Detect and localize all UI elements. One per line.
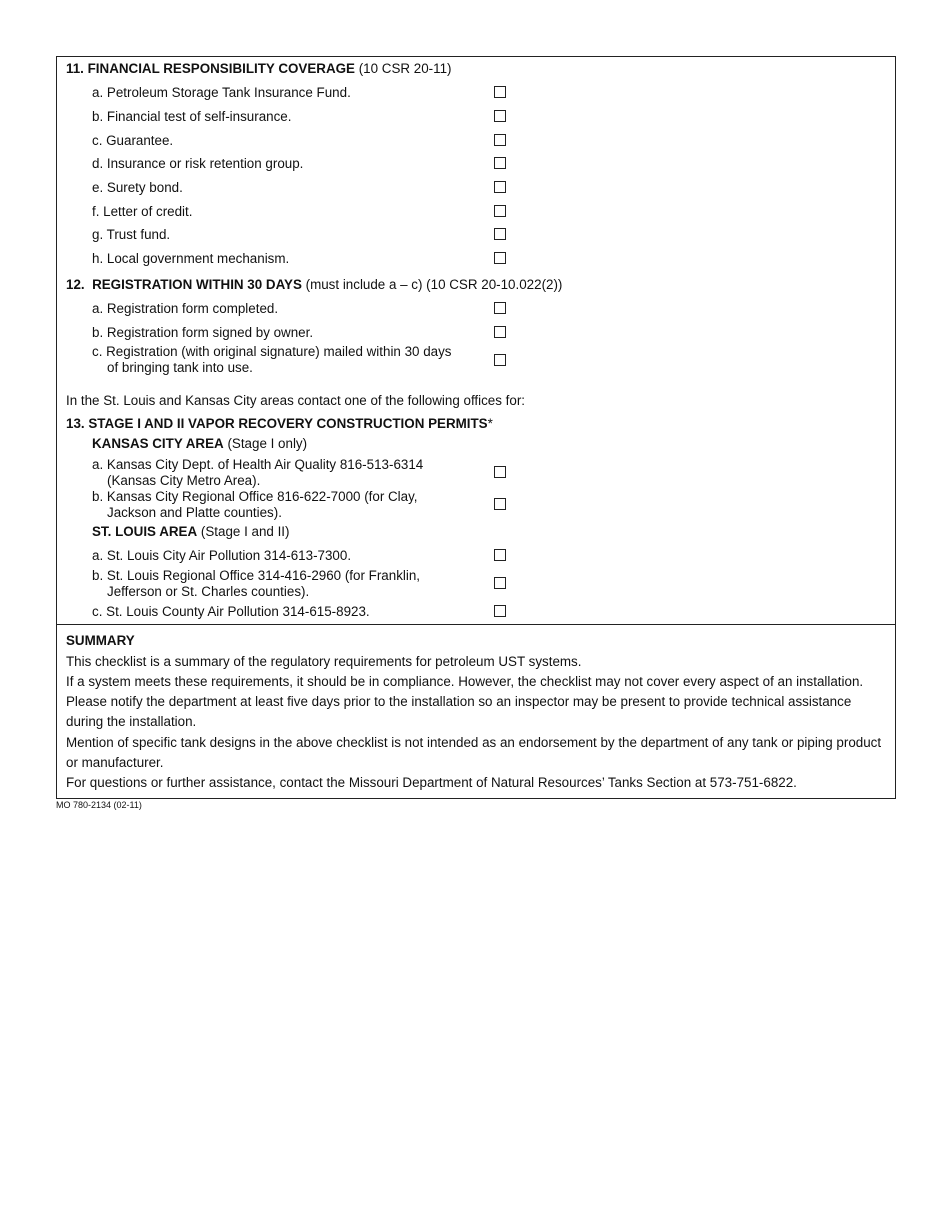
stl-item-b-line2: Jefferson or St. Charles counties). <box>107 584 310 599</box>
summary-paragraph: Mention of specific tank designs in the above checklist is not intended as an endorsement by the department of any tank or piping product or manufacturer. <box>66 735 882 770</box>
summary-heading: SUMMARY <box>66 633 135 648</box>
reg-item-label: a. Registration form completed. <box>92 301 279 316</box>
section-12-number: 12. <box>66 277 85 292</box>
fr-item-label: g. Trust fund. <box>92 227 171 242</box>
section-11-number: 11. <box>66 61 84 76</box>
fr-letter-of-credit-checkbox[interactable] <box>494 205 506 217</box>
st-louis-qualifier: (Stage I and II) <box>200 524 290 539</box>
st-louis-label: ST. LOUIS AREA <box>92 524 198 539</box>
fr-item-label: d. Insurance or risk retention group. <box>92 156 304 171</box>
section-13-title: 13. STAGE I AND II VAPOR RECOVERY CONSTRUCTION PERMITS <box>66 416 488 431</box>
kc-regional-office-checkbox[interactable] <box>494 498 506 510</box>
fr-item-label: h. Local government mechanism. <box>92 251 290 266</box>
fr-self-insurance-checkbox[interactable] <box>494 110 506 122</box>
reg-mailed-checkbox[interactable] <box>494 354 506 366</box>
kansas-city-heading <box>92 436 307 452</box>
reg-item-label: b. Registration form signed by owner. <box>92 325 314 340</box>
fr-trust-fund-checkbox[interactable] <box>494 228 506 240</box>
fr-insurance-fund-checkbox[interactable] <box>494 86 506 98</box>
summary-paragraph: This checklist is a summary of the regulatory requirements for petroleum UST systems. <box>66 654 582 669</box>
stl-item-a: a. St. Louis City Air Pollution 314-613-7300. <box>92 548 352 563</box>
contact-note: In the St. Louis and Kansas City areas contact one of the following offices for: <box>66 393 526 408</box>
kc-item-b-line2: Jackson and Platte counties). <box>107 505 282 520</box>
fr-item-label: f. Letter of credit. <box>92 204 193 219</box>
reg-item-c-line2: of bringing tank into use. <box>107 360 253 375</box>
reg-form-completed-checkbox[interactable] <box>494 302 506 314</box>
fr-guarantee-checkbox[interactable] <box>494 134 506 146</box>
section-12-citation: (must include a – c) (10 CSR 20-10.022(2)) <box>305 277 563 292</box>
section-divider <box>57 624 895 625</box>
stl-item-c: c. St. Louis County Air Pollution 314-615-8923. <box>92 604 370 619</box>
reg-form-signed-checkbox[interactable] <box>494 326 506 338</box>
summary-paragraph: For questions or further assistance, contact the Missouri Department of Natural Resources’ Tanks Section at 573-751-6822. <box>66 775 797 790</box>
fr-surety-bond-checkbox[interactable] <box>494 181 506 193</box>
st-louis-heading <box>92 524 289 540</box>
fr-local-government-checkbox[interactable] <box>494 252 506 264</box>
section-11-title: FINANCIAL RESPONSIBILITY COVERAGE <box>87 61 355 76</box>
stl-county-air-checkbox[interactable] <box>494 605 506 617</box>
fr-item-label: a. Petroleum Storage Tank Insurance Fund. <box>92 85 351 100</box>
section-13-heading <box>66 416 493 432</box>
kansas-city-qualifier: (Stage I only) <box>227 436 308 451</box>
kc-item-a-line1: a. Kansas City Dept. of Health Air Quality 816-513-6314 <box>92 457 424 472</box>
fr-item-label: c. Guarantee. <box>92 133 174 148</box>
kc-item-b-line1: b. Kansas City Regional Office 816-622-7000 (for Clay, <box>92 489 418 504</box>
kansas-city-label: KANSAS CITY AREA <box>92 436 224 451</box>
section-11-citation: (10 CSR 20-11) <box>358 61 452 76</box>
reg-item-c-line1: c. Registration (with original signature) mailed within 30 days <box>92 344 452 359</box>
section-12-title: REGISTRATION WITHIN 30 DAYS <box>92 277 302 292</box>
stl-regional-office-checkbox[interactable] <box>494 577 506 589</box>
section-11-heading <box>66 61 452 77</box>
kc-item-a-line2: (Kansas City Metro Area). <box>107 473 261 488</box>
fr-insurance-group-checkbox[interactable] <box>494 157 506 169</box>
section-12-heading <box>66 277 562 293</box>
summary-paragraph: If a system meets these requirements, it should be in compliance. However, the checklist may not cover every aspect of an installation. Please notify the department at least five days prior to the installation so an inspector may be present to provide technical assistance during the installation. <box>66 674 864 729</box>
section-13-asterisk: * <box>487 416 493 431</box>
stl-city-air-checkbox[interactable] <box>494 549 506 561</box>
kc-health-dept-checkbox[interactable] <box>494 466 506 478</box>
stl-item-b-line1: b. St. Louis Regional Office 314-416-2960 (for Franklin, <box>92 568 421 583</box>
fr-item-label: e. Surety bond. <box>92 180 183 195</box>
form-number: MO 780-2134 (02-11) <box>56 800 142 810</box>
checklist-form <box>56 56 896 799</box>
fr-item-label: b. Financial test of self-insurance. <box>92 109 292 124</box>
